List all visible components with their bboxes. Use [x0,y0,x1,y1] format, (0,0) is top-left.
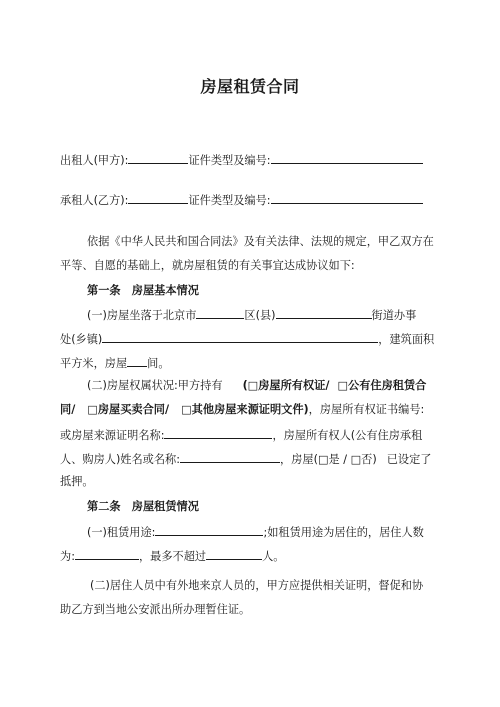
location-line-1 [87,306,416,324]
option-public-lease[interactable]: □公有住房租赁合 [337,379,427,392]
address-blank[interactable] [102,330,378,343]
article1-heading: 第一条 房屋基本情况 [87,284,199,297]
party-b-name-blank[interactable] [128,191,188,204]
count-label: 为: [60,550,75,563]
location-prefix: (一)房屋坐落于北京市 [87,309,197,322]
street-label: 街道办事 [371,309,417,322]
owner-label: ，房屋所有权人(公有住房承租 [272,429,423,442]
mortgage-option[interactable]: ，房屋(□是 / □否) [280,453,377,466]
option-other-docs[interactable]: □其他房屋来源证明文件) [181,403,309,416]
source-doc-blank[interactable] [164,426,272,439]
source-doc-label: 或房屋来源证明名称: [60,429,165,442]
option-purchase-contract[interactable]: □房屋买卖合同/ [87,403,170,416]
location-line-2 [60,330,434,348]
office-label: 处(乡镇) [60,333,103,346]
party-a-name-blank[interactable] [128,151,188,164]
mortgage-label: 已设定了 [386,453,432,466]
party-b-label: 承租人(乙方): [60,194,129,207]
use-line-1 [87,523,424,541]
owner-name-blank[interactable] [180,450,280,463]
party-a-id-label: 证件类型及编号: [188,154,271,167]
resident-count-blank[interactable] [75,547,139,560]
residents-line-1: (二)居住人员中有外地来京人员的，甲方应提供相关证明，督促和协 [90,579,424,592]
party-b-id-label: 证件类型及编号: [188,194,271,207]
ownership-line-2 [60,402,424,418]
ownership-line-3 [60,426,422,444]
party-a-line [60,151,423,169]
use-blank[interactable] [155,523,263,536]
option-public-lease-cont: 同/ [60,403,76,416]
street-blank[interactable] [276,306,372,319]
rooms-label: 间。 [147,357,170,370]
use-line-2 [60,547,285,565]
area-label: ，建筑面积 [378,333,435,346]
use-prefix: (一)租赁用途: [87,526,156,539]
ownership-prefix: (二)房屋权属状况:甲方持有 [87,379,223,392]
party-a-label: 出租人(甲方): [60,154,129,167]
residential-label: ;如租赁用途为居住的，居住人数 [263,526,424,539]
district-blank[interactable] [196,306,244,319]
ownership-line-1 [87,378,426,394]
option-property-cert[interactable]: (□房屋所有权证/ [242,379,330,392]
party-b-line [60,191,423,209]
ownership-line-4 [60,450,431,468]
page-title: 房屋租赁合同 [200,77,300,96]
party-b-id-blank[interactable] [271,191,423,204]
owner-label-2: 人、购房人)姓名或名称: [60,453,181,466]
cert-no-label: ，房屋所有权证书编号: [308,403,425,416]
max-count-blank[interactable] [206,547,262,560]
district-label: 区(县) [244,309,276,322]
rooms-blank[interactable] [127,354,147,367]
preamble-line-1: 依据《中华人民共和国合同法》及有关法律、法规的规定，甲乙双方在 [87,235,434,248]
location-line-3 [60,354,170,372]
party-a-id-blank[interactable] [271,151,423,164]
ownership-line-5: 抵押。 [60,475,94,488]
max-label: ，最多不超过 [138,550,207,563]
preamble-line-2: 平等、自愿的基础上，就房屋租赁的有关事宜达成协议如下: [60,259,355,272]
residents-line-2: 助乙方到当地公安派出所办理暂住证。 [60,603,251,616]
article2-heading: 第二条 房屋租赁情况 [87,500,199,513]
persons-label: 人。 [262,550,285,563]
unit-label: 平方米，房屋 [60,357,128,370]
